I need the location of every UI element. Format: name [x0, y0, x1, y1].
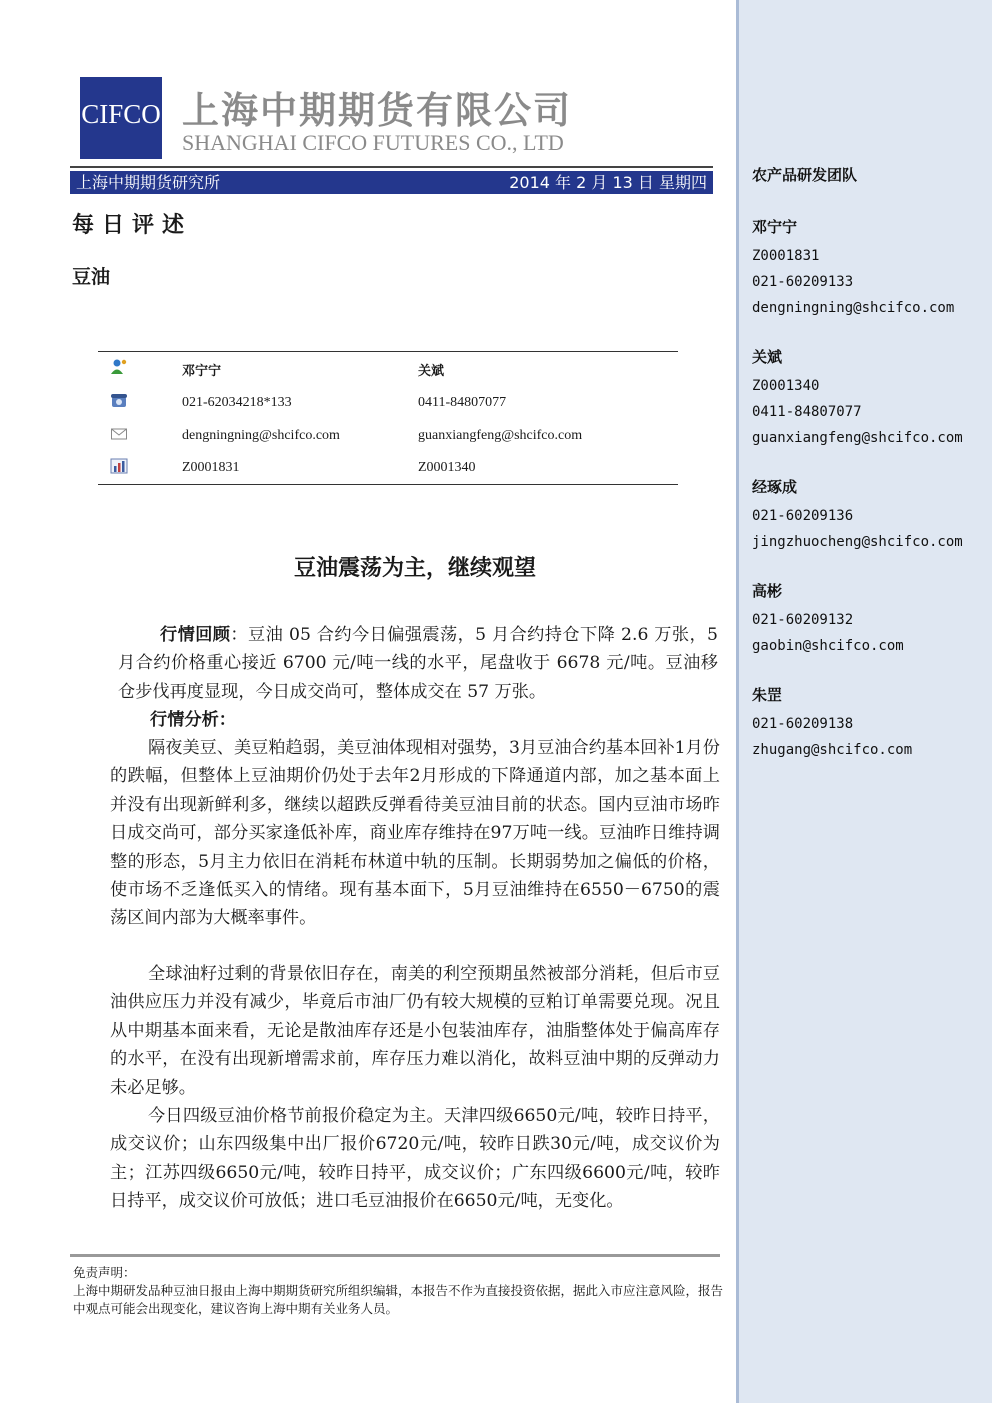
analyst2-id: Z0001340 — [418, 460, 476, 475]
sidebar-person-phone: 021-60209133 — [752, 274, 854, 290]
header-divider — [70, 166, 713, 168]
sidebar-person-phone: 0411-84807077 — [752, 404, 862, 420]
sidebar-person-id: Z0001340 — [752, 378, 820, 394]
sidebar-person-id: Z0001831 — [752, 248, 820, 264]
sidebar-person-name: 高彬 — [752, 582, 783, 600]
article-headline: 豆油震荡为主，继续观望 — [293, 556, 536, 581]
sidebar-person — [752, 346, 963, 451]
analyst2-email[interactable]: guanxiangfeng@shcifco.com — [418, 428, 583, 443]
analyst1-phone: 021-62034218*133 — [182, 395, 292, 410]
company-name-cn: 上海中期期货有限公司 — [182, 89, 572, 132]
report-date: 2014 年 2 月 13 日 星期四 — [509, 173, 707, 192]
sidebar-person — [752, 216, 954, 321]
contact-table-top-rule — [98, 351, 678, 352]
sidebar-person-phone: 021-60209132 — [752, 612, 854, 628]
mail-icon — [110, 426, 128, 442]
sidebar-person-phone: 021-60209136 — [752, 508, 854, 524]
disclaimer-text: 上海中期研发品种豆油日报由上海中期期货研究所组织编辑，本报告不作为直接投资依据，据此入市应注意风险，报告中观点可能会出现变化，建议咨询上海中期有关业务人员。 — [73, 1283, 724, 1316]
analyst1-email[interactable]: dengningning@shcifco.com — [182, 428, 340, 443]
contact-row-phone — [98, 391, 678, 417]
sidebar-person-name: 邓宁宁 — [752, 218, 798, 236]
sidebar-person — [752, 684, 912, 763]
sidebar-person-email[interactable]: dengningning@shcifco.com — [752, 300, 955, 316]
sidebar-person-name: 朱罡 — [752, 686, 783, 704]
section-subtitle: 豆油 — [72, 266, 111, 288]
analysis-paragraph-1: 隔夜美豆、美豆粕趋弱，美豆油体现相对强势，3月豆油合约基本回补1月份的跌幅，但整体上豆油期价仍处于去年2月形成的下降通道内部，加之基本面上并没有出现新鲜利多，继续以超跌反弹看待美豆油目前的状态。国内豆油市场昨日成交尚可，部分买家逢低补库，商业库存维持在97万吨一线。豆油昨日维持调整的形态，5月主力依旧在消耗布林道中轨的压制。长期弱势加之偏低的价格，使市场不乏逢低买入的情绪。现有基本面下，5月豆油维持在6550－6750的震荡区间内部为大概率事件。 — [110, 738, 720, 929]
sidebar-person-email[interactable]: jingzhuocheng@shcifco.com — [752, 534, 963, 550]
sidebar-person-email[interactable]: guanxiangfeng@shcifco.com — [752, 430, 963, 446]
person-icon — [110, 358, 128, 374]
sidebar-team-title: 农产品研发团队 — [752, 166, 858, 184]
analyst2-phone: 0411-84807077 — [418, 395, 507, 410]
sidebar-person — [752, 476, 963, 555]
phone-icon — [110, 393, 128, 409]
contact-row-name — [98, 356, 678, 382]
analysis-paragraph-2: 全球油籽过剩的背景依旧存在，南美的利空预期虽然被部分消耗，但后市豆油供应压力并没有减少，毕竟后市油厂仍有较大规模的豆粕订单需要兑现。况且从中期基本面来看，无论是散油库存还是小包装油库存，油脂整体处于偏高库存的水平，在没有出现新增需求前，库存压力难以消化，故料豆油中期的反弹动力未必足够。 — [110, 964, 720, 1098]
market-review-paragraph — [118, 621, 718, 706]
analyst1-name: 邓宁宁 — [182, 364, 222, 379]
header-banner — [70, 171, 713, 194]
sidebar-person-email[interactable]: zhugang@shcifco.com — [752, 742, 913, 758]
chart-icon — [110, 458, 128, 474]
institute-name: 上海中期期货研究所 — [76, 173, 221, 192]
contact-row-email — [98, 424, 678, 450]
sidebar-person-email[interactable]: gaobin@shcifco.com — [752, 638, 904, 654]
review-label: 行情回顾 — [160, 625, 231, 645]
sidebar — [736, 0, 992, 1403]
logo-text: CIFCO — [81, 99, 161, 129]
contact-table-bottom-rule — [98, 484, 678, 485]
section-title: 每日评述 — [72, 213, 193, 238]
disclaimer — [73, 1264, 723, 1318]
analysis-label: 行情分析： — [150, 710, 236, 730]
sidebar-person-name: 关斌 — [752, 348, 783, 366]
sidebar-person — [752, 580, 904, 659]
company-logo — [80, 77, 162, 159]
analyst2-name: 关斌 — [418, 364, 445, 379]
review-text: ：豆油 05 合约今日偏强震荡，5 月合约持仓下降 2.6 万张，5 月合约价格重心接近 6700 元/吨一线的水平，尾盘收于 6678 元/吨。豆油移仓步伐再度显现，今日成交尚可，整体成交在 57 万张。 — [118, 625, 718, 702]
analysis-paragraph-3: 今日四级豆油价格节前报价稳定为主。天津四级6650元/吨，较昨日持平，成交议价；山东四级集中出厂报价6720元/吨，较昨日跌30元/吨，成交议价为主；江苏四级6650元/吨，较昨日持平，成交议价；广东四级6600元/吨，较昨日持平，成交议价可放低；进口毛豆油报价在6650元/吨，无变化。 — [110, 1106, 720, 1212]
sidebar-person-phone: 021-60209138 — [752, 716, 854, 732]
analyst1-id: Z0001831 — [182, 460, 240, 475]
contact-row-id — [98, 456, 678, 482]
disclaimer-title: 免责声明： — [73, 1265, 136, 1280]
company-name-en: SHANGHAI CIFCO FUTURES CO., LTD — [182, 130, 564, 155]
sidebar-person-name: 经琢成 — [752, 478, 798, 496]
disclaimer-divider — [70, 1254, 720, 1257]
